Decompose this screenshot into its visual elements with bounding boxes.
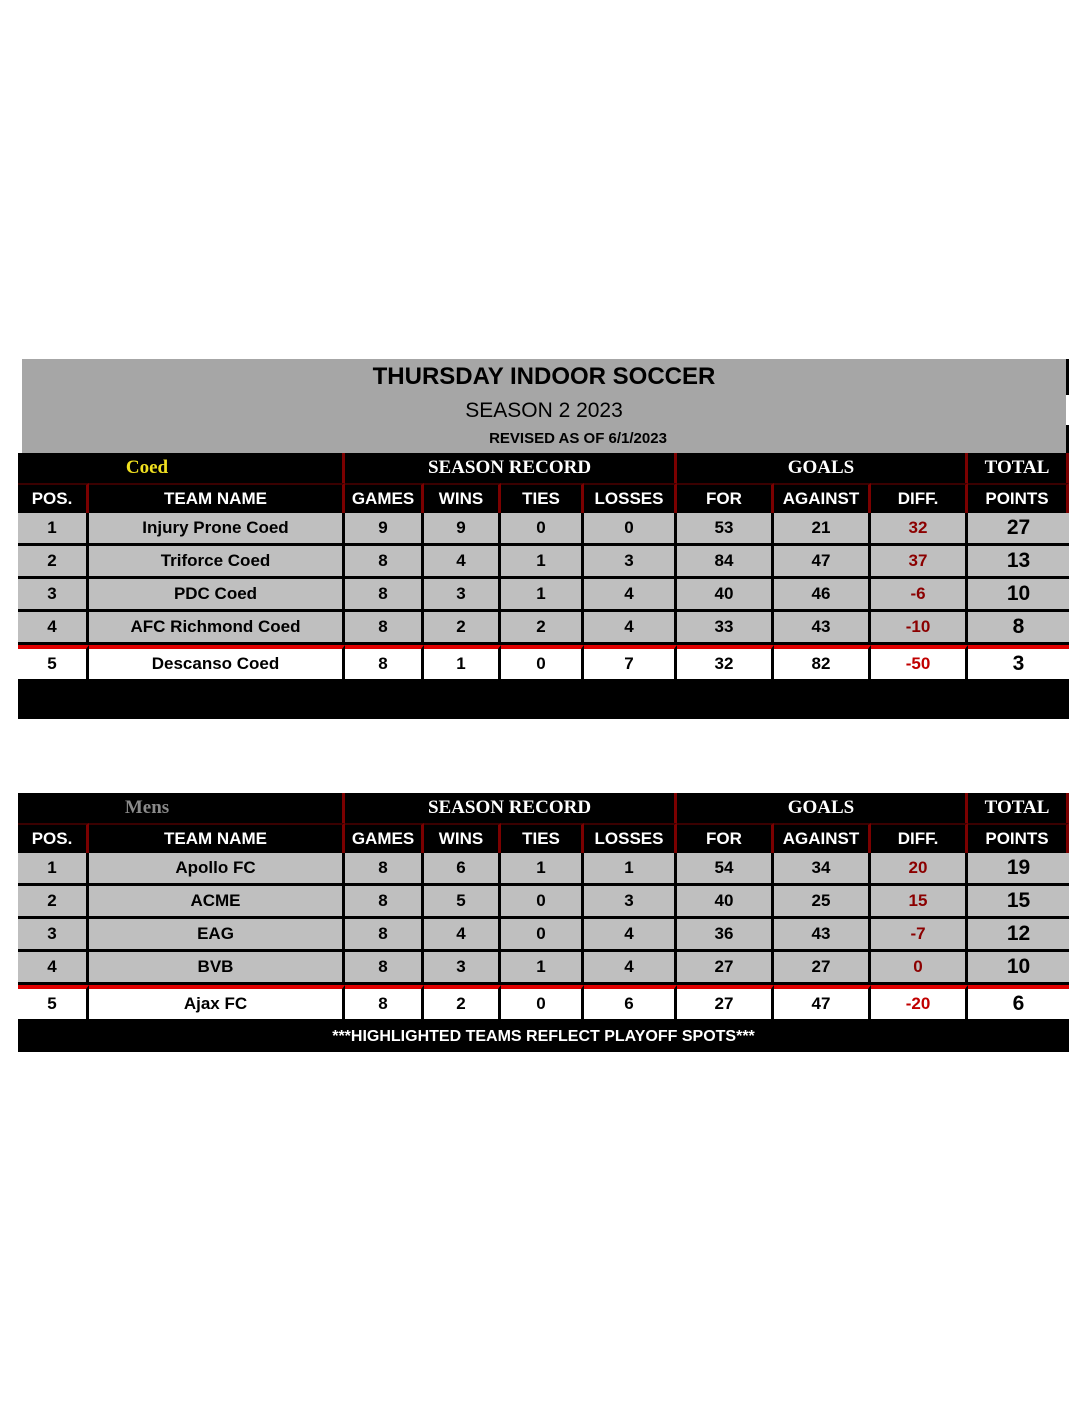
losses-cell: 4 <box>584 952 677 985</box>
column-header-row <box>18 823 1069 853</box>
col-points: POINTS <box>968 483 1069 513</box>
losses-cell: 4 <box>584 579 677 612</box>
points-cell: 10 <box>968 952 1069 985</box>
team-name-cell: ACME <box>89 886 345 919</box>
goals-for-cell: 84 <box>677 546 774 579</box>
table-row <box>18 513 1069 546</box>
games-cell: 9 <box>345 513 424 546</box>
goals-for-cell: 27 <box>677 952 774 985</box>
goals-against-cell: 27 <box>774 952 871 985</box>
revised-date: REVISED AS OF 6/1/2023 <box>489 430 667 447</box>
pos-cell: 1 <box>18 513 89 546</box>
goals-for-cell: 40 <box>677 579 774 612</box>
ties-cell: 1 <box>501 853 584 886</box>
wins-cell: 3 <box>424 952 501 985</box>
league-title: THURSDAY INDOOR SOCCER <box>372 363 716 390</box>
losses-cell: 1 <box>584 853 677 886</box>
title-block <box>22 359 1066 453</box>
goals-for-cell: 36 <box>677 919 774 952</box>
goals-against-cell: 43 <box>774 919 871 952</box>
team-name-cell: Apollo FC <box>89 853 345 886</box>
table-row <box>18 546 1069 579</box>
games-cell: 8 <box>345 612 424 645</box>
points-cell: 27 <box>968 513 1069 546</box>
goal-diff-cell: 20 <box>871 853 968 886</box>
goal-diff-cell: 15 <box>871 886 968 919</box>
pos-cell: 1 <box>18 853 89 886</box>
pos-cell: 5 <box>18 985 89 1022</box>
games-cell: 8 <box>345 952 424 985</box>
goals-header: GOALS <box>677 453 968 483</box>
points-cell: 8 <box>968 612 1069 645</box>
division-label: Mens <box>18 793 345 823</box>
col-diff: DIFF. <box>871 483 968 513</box>
goals-against-cell: 34 <box>774 853 871 886</box>
ties-cell: 2 <box>501 612 584 645</box>
col-against: AGAINST <box>774 823 871 853</box>
pos-cell: 4 <box>18 612 89 645</box>
ties-cell: 0 <box>501 886 584 919</box>
team-name-cell: EAG <box>89 919 345 952</box>
table-row <box>18 645 1069 682</box>
goal-diff-cell: 0 <box>871 952 968 985</box>
group-header-row <box>18 793 1069 823</box>
table-row <box>18 853 1069 886</box>
coed-standings-table <box>18 453 1069 719</box>
title-edge <box>1066 425 1069 453</box>
goals-against-cell: 47 <box>774 985 871 1022</box>
wins-cell: 4 <box>424 919 501 952</box>
games-cell: 8 <box>345 919 424 952</box>
goal-diff-cell: -10 <box>871 612 968 645</box>
goals-against-cell: 25 <box>774 886 871 919</box>
points-cell: 19 <box>968 853 1069 886</box>
team-name-cell: Triforce Coed <box>89 546 345 579</box>
losses-cell: 4 <box>584 919 677 952</box>
pos-cell: 2 <box>18 886 89 919</box>
pos-cell: 4 <box>18 952 89 985</box>
games-cell: 8 <box>345 579 424 612</box>
ties-cell: 1 <box>501 579 584 612</box>
footer-note <box>18 682 1069 719</box>
goals-for-cell: 27 <box>677 985 774 1022</box>
team-name-cell: PDC Coed <box>89 579 345 612</box>
points-cell: 10 <box>968 579 1069 612</box>
points-cell: 12 <box>968 919 1069 952</box>
games-cell: 8 <box>345 645 424 682</box>
col-losses: LOSSES <box>584 483 677 513</box>
col-pos: POS. <box>18 483 89 513</box>
wins-cell: 3 <box>424 579 501 612</box>
goals-against-cell: 82 <box>774 645 871 682</box>
group-header-row <box>18 453 1069 483</box>
goals-against-cell: 47 <box>774 546 871 579</box>
ties-cell: 0 <box>501 919 584 952</box>
col-points: POINTS <box>968 823 1069 853</box>
goals-against-cell: 43 <box>774 612 871 645</box>
wins-cell: 9 <box>424 513 501 546</box>
col-pos: POS. <box>18 823 89 853</box>
col-diff: DIFF. <box>871 823 968 853</box>
points-cell: 3 <box>968 645 1069 682</box>
division-label: Coed <box>18 453 345 483</box>
mens-standings-table <box>18 793 1069 1052</box>
pos-cell: 3 <box>18 579 89 612</box>
points-cell: 13 <box>968 546 1069 579</box>
pos-cell: 5 <box>18 645 89 682</box>
col-for: FOR <box>677 483 774 513</box>
games-cell: 8 <box>345 546 424 579</box>
ties-cell: 0 <box>501 513 584 546</box>
team-name-cell: Descanso Coed <box>89 645 345 682</box>
team-name-cell: BVB <box>89 952 345 985</box>
games-cell: 8 <box>345 886 424 919</box>
games-cell: 8 <box>345 853 424 886</box>
losses-cell: 7 <box>584 645 677 682</box>
team-name-cell: Injury Prone Coed <box>89 513 345 546</box>
goals-header: GOALS <box>677 793 968 823</box>
team-name-cell: Ajax FC <box>89 985 345 1022</box>
goal-diff-cell: -50 <box>871 645 968 682</box>
col-for: FOR <box>677 823 774 853</box>
column-header-row <box>18 483 1069 513</box>
table-row <box>18 579 1069 612</box>
goals-against-cell: 21 <box>774 513 871 546</box>
goals-against-cell: 46 <box>774 579 871 612</box>
losses-cell: 3 <box>584 546 677 579</box>
wins-cell: 4 <box>424 546 501 579</box>
goals-for-cell: 32 <box>677 645 774 682</box>
total-header: TOTAL <box>968 453 1069 483</box>
season-record-header: SEASON RECORD <box>345 793 677 823</box>
goal-diff-cell: -20 <box>871 985 968 1022</box>
title-edge <box>1066 359 1069 395</box>
col-games: GAMES <box>345 823 424 853</box>
ties-cell: 1 <box>501 546 584 579</box>
playoff-note: ***HIGHLIGHTED TEAMS REFLECT PLAYOFF SPOTS*** <box>18 1022 1069 1052</box>
goal-diff-cell: 32 <box>871 513 968 546</box>
table-row <box>18 886 1069 919</box>
col-ties: TIES <box>501 483 584 513</box>
goal-diff-cell: -7 <box>871 919 968 952</box>
table-footer <box>18 682 1069 719</box>
games-cell: 8 <box>345 985 424 1022</box>
points-cell: 6 <box>968 985 1069 1022</box>
goal-diff-cell: -6 <box>871 579 968 612</box>
col-wins: WINS <box>424 823 501 853</box>
col-team-name: TEAM NAME <box>89 483 345 513</box>
table-row <box>18 612 1069 645</box>
col-losses: LOSSES <box>584 823 677 853</box>
total-header: TOTAL <box>968 793 1069 823</box>
losses-cell: 6 <box>584 985 677 1022</box>
wins-cell: 5 <box>424 886 501 919</box>
losses-cell: 4 <box>584 612 677 645</box>
ties-cell: 1 <box>501 952 584 985</box>
wins-cell: 1 <box>424 645 501 682</box>
table-row <box>18 985 1069 1022</box>
ties-cell: 0 <box>501 645 584 682</box>
wins-cell: 2 <box>424 985 501 1022</box>
table-footer <box>18 1022 1069 1052</box>
col-wins: WINS <box>424 483 501 513</box>
goals-for-cell: 54 <box>677 853 774 886</box>
pos-cell: 2 <box>18 546 89 579</box>
col-team-name: TEAM NAME <box>89 823 345 853</box>
wins-cell: 6 <box>424 853 501 886</box>
ties-cell: 0 <box>501 985 584 1022</box>
losses-cell: 0 <box>584 513 677 546</box>
goal-diff-cell: 37 <box>871 546 968 579</box>
team-name-cell: AFC Richmond Coed <box>89 612 345 645</box>
col-against: AGAINST <box>774 483 871 513</box>
goals-for-cell: 33 <box>677 612 774 645</box>
season-record-header: SEASON RECORD <box>345 453 677 483</box>
losses-cell: 3 <box>584 886 677 919</box>
season-label: SEASON 2 2023 <box>465 399 623 422</box>
pos-cell: 3 <box>18 919 89 952</box>
goals-for-cell: 53 <box>677 513 774 546</box>
points-cell: 15 <box>968 886 1069 919</box>
wins-cell: 2 <box>424 612 501 645</box>
goals-for-cell: 40 <box>677 886 774 919</box>
col-ties: TIES <box>501 823 584 853</box>
col-games: GAMES <box>345 483 424 513</box>
table-row <box>18 919 1069 952</box>
table-row <box>18 952 1069 985</box>
